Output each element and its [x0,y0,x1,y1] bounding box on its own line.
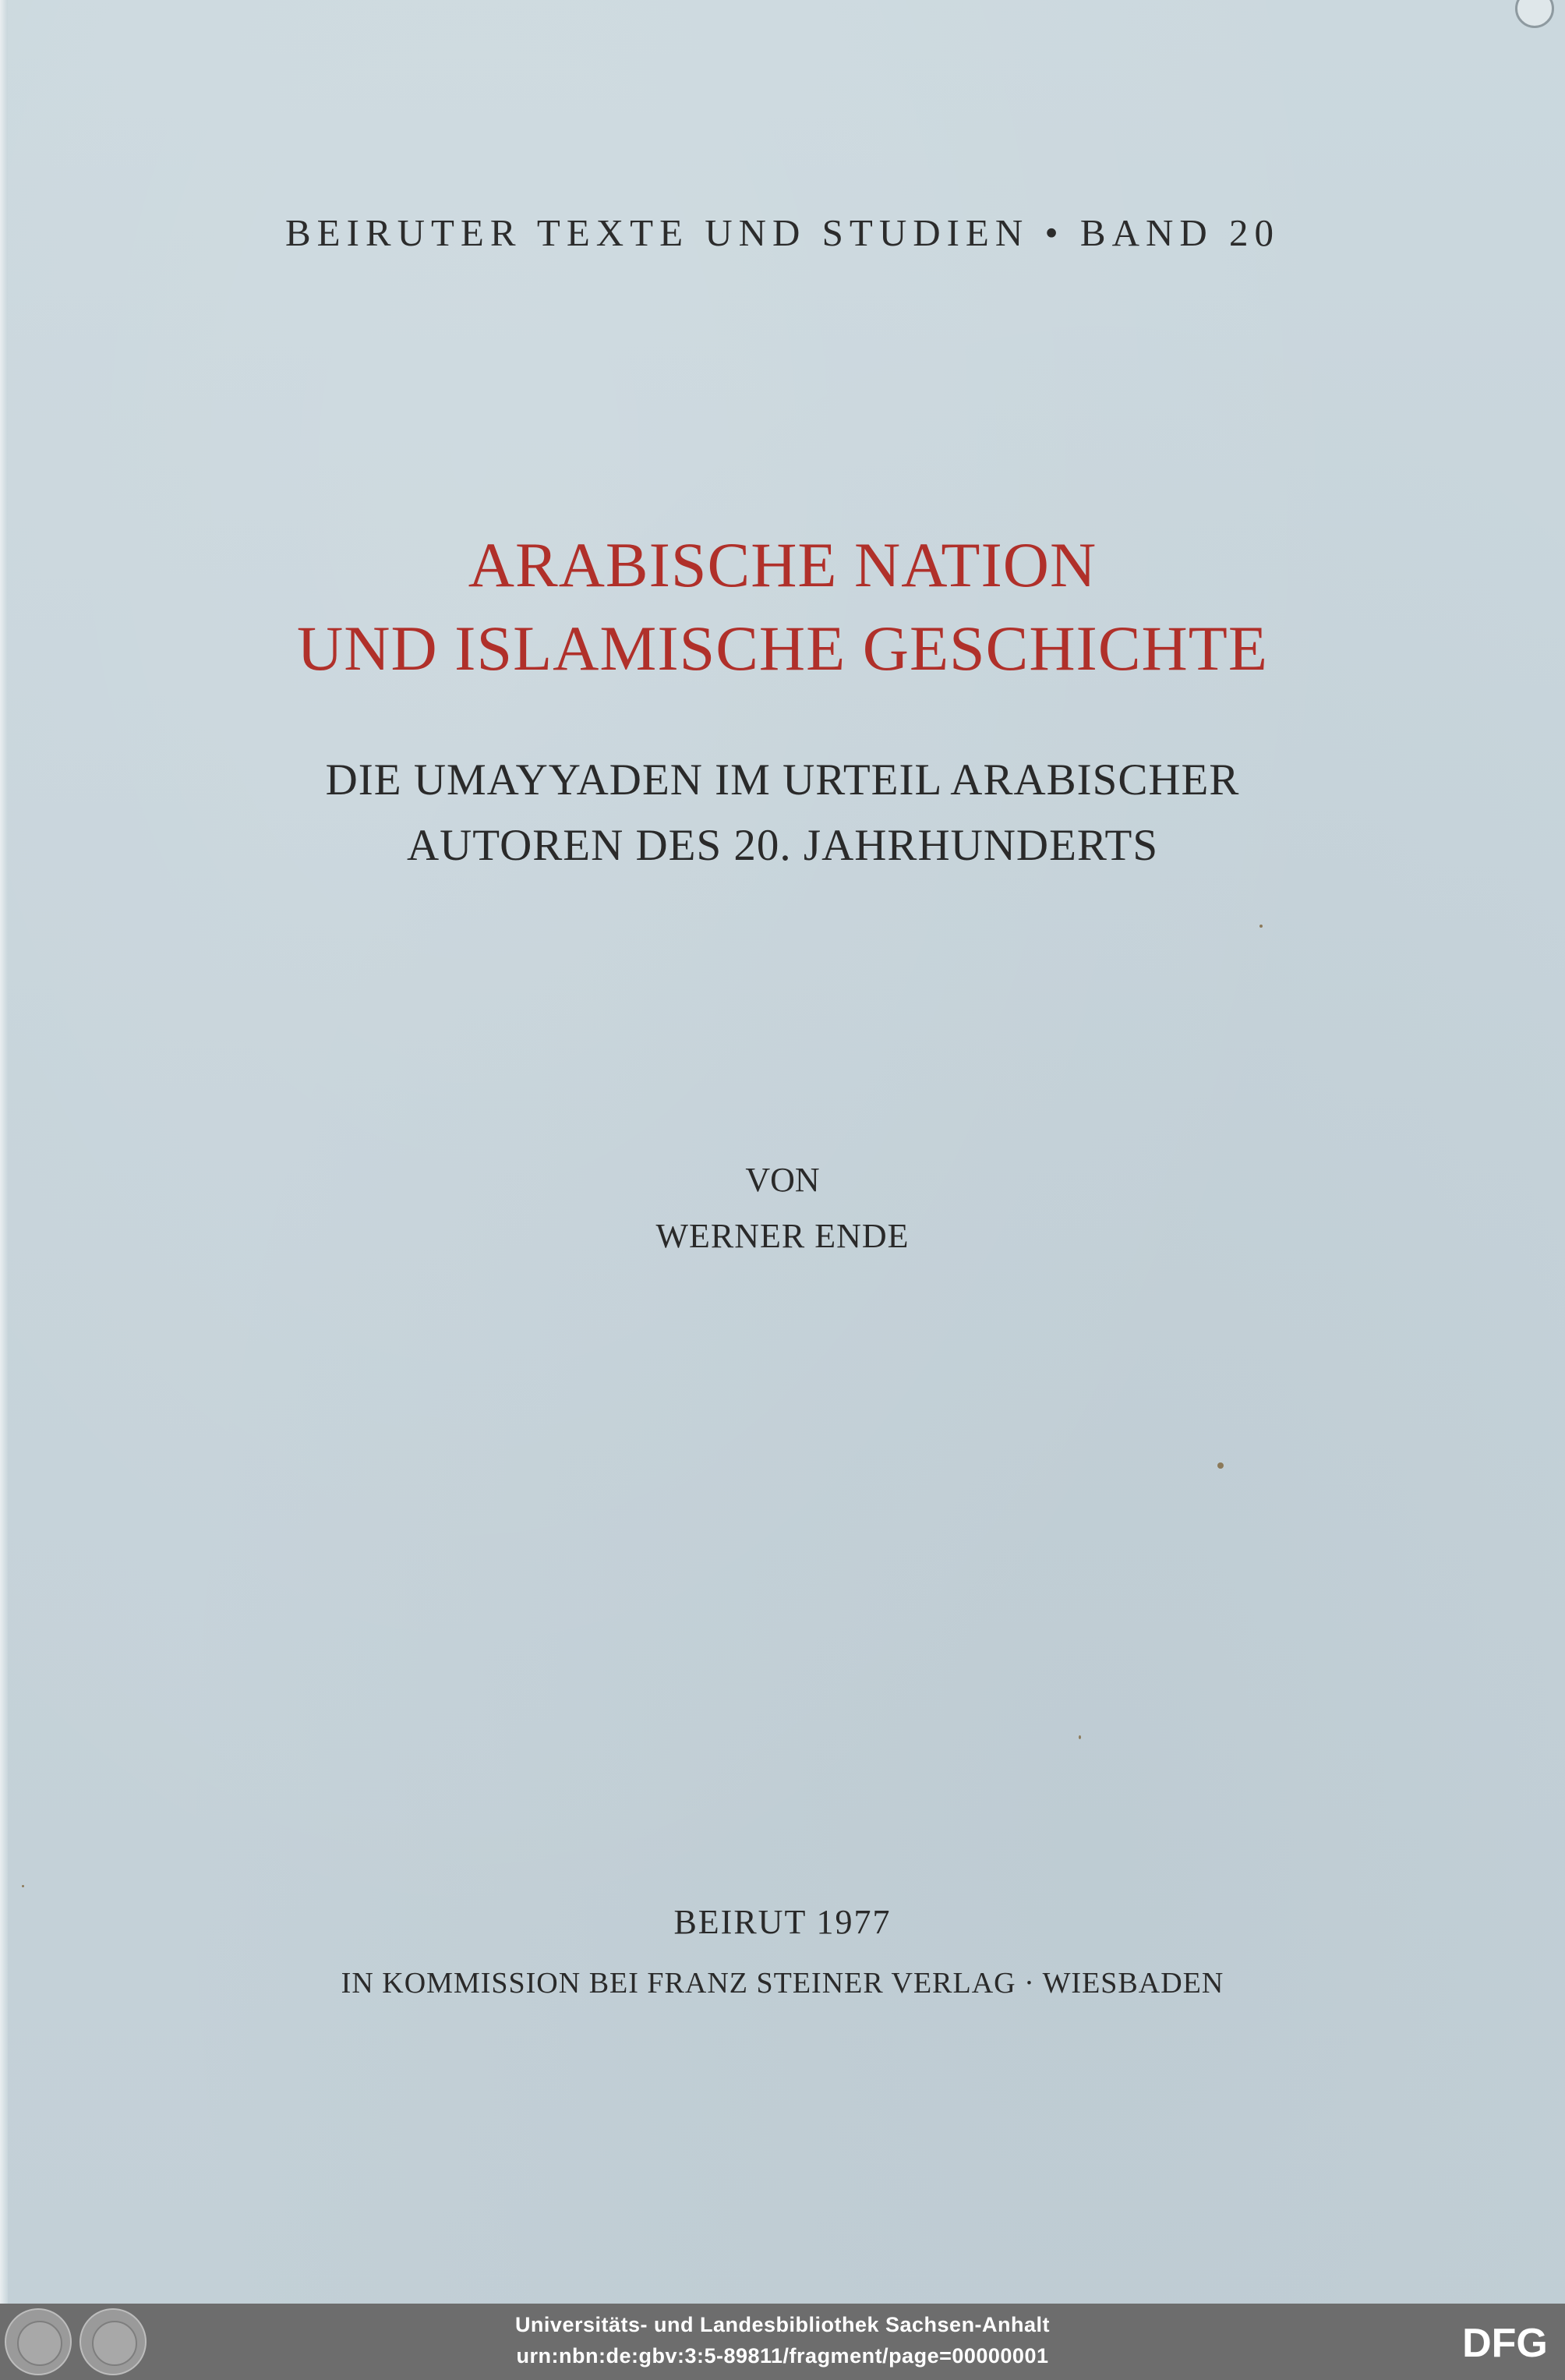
book-title-line-2: UND ISLAMISCHE GESCHICHTE [297,613,1268,684]
book-subtitle-line-1: DIE UMAYYADEN IM URTEIL ARABISCHER [325,755,1240,805]
dfg-logo [1459,2318,1551,2366]
book-subtitle-line-2: AUTOREN DES 20. JAHRHUNDERTS [406,821,1159,870]
paper-speck [1079,1735,1081,1739]
page-edge [0,0,8,2304]
series-title: BEIRUTER TEXTE UND STUDIEN • BAND 20 [284,211,1280,254]
urn-link[interactable]: urn:nbn:de:gbv:3:5-89811/fragment/page=00000001 [516,2344,1049,2368]
author-name: WERNER ENDE [655,1217,910,1255]
book-title-line-1: ARABISCHE NATION [468,529,1097,600]
paper-speck [22,1885,24,1887]
footer-bar [0,2304,1565,2380]
place-year: BEIRUT 1977 [673,1903,892,1941]
paper-speck [1217,1462,1224,1469]
corner-mark [1515,0,1554,28]
dfg-logo-text: DFG [1462,2321,1548,2366]
byline-label: VON [745,1161,820,1199]
paper-speck [1259,925,1263,928]
library-name: Universitäts- und Landesbibliothek Sachsen-Anhalt [514,2313,1051,2336]
publisher-line: IN KOMMISSION BEI FRANZ STEINER VERLAG · WIESBADEN [341,1967,1224,2000]
